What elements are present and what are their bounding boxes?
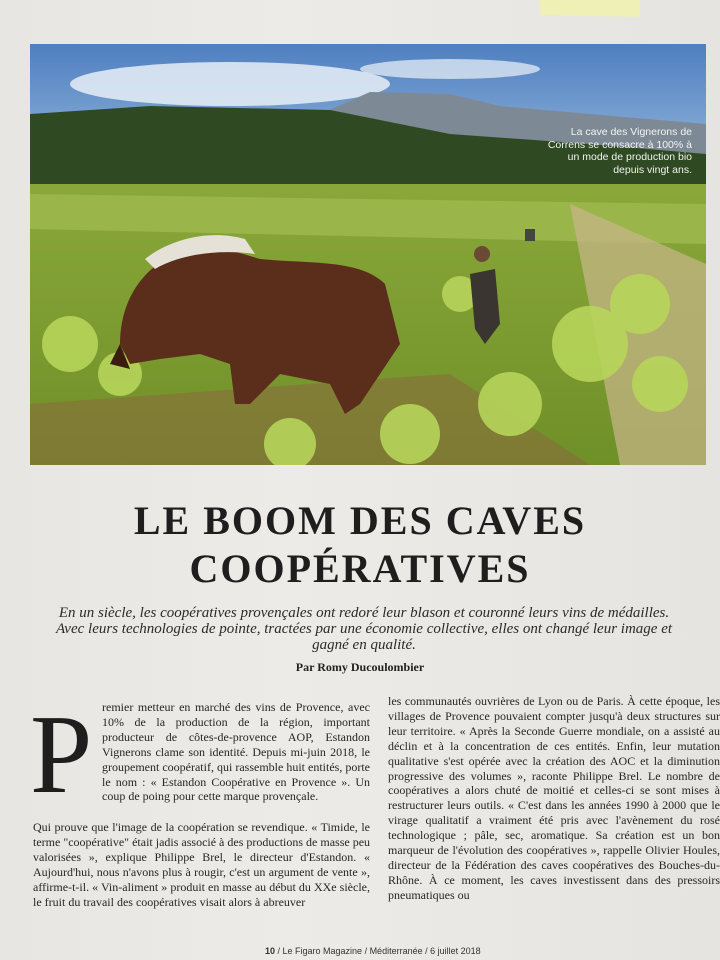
- article-column-2: les communautés ouvrières de Lyon ou de Paris. À cette époque, les villages de Provence pouvaient compter jusqu'à deux structures sur leur territoire. « Après la Seconde Guerre mondiale, on a assisté au déclin et à la concentration de ces entités. Enfin, leur mutation qualitative s'est opérée avec la création des AOC et la diminution progressive des volumes », raconte Philippe Brel. Le nombre de coopératives a alors chuté de moitié et celles-ci se sont mises à restructurer leurs outils. « C'est dans les années 1990 à 2000 que le virage qualitatif a vraiment été pris avec l'avènement du rosé technologique ; pâle, sec, aromatique. Sa création est un bon marqueur de l'évolution des coopératives », rappelle Olivier Houles, directeur de la Fédération des caves coopératives des Bouches-du-Rhône. À ce moment, les caves investissent dans des pressoirs pneumatiques ou: [388, 694, 720, 902]
- article-column-1-bottom: Qui prouve que l'image de la coopération se revendique. « Timide, le terme "coopérative" était jadis associé à des productions de masse peu valorisées », explique Philippe Brel, le directeur d'Estandon. « Aujourd'hui, nous n'avons plus à rougir, c'est un argument de vente », affirme-t-il. « Vin-aliment » produit en masse au début du XXe siècle, le fruit du travail des coopératives visait alors à abreuver: [33, 820, 371, 909]
- page-footer: [265, 946, 481, 956]
- byline: Par Romy Ducoulombier: [295, 660, 425, 674]
- article-column-1-top: remier metteur en marché des vins de Provence, avec 10% de la production de la région, important producteur de côtes-de-provence AOP, Estandon Vignerons clame son identité. Depuis mi-juin 2018, le groupement coopératif, qui rassemble huit entités, porte le nom : « Estandon Coopérative en Provence ». Un coup de poing pour cette marque provençale.: [102, 700, 370, 804]
- headline-line-2: COOPÉRATIVES: [189, 546, 531, 591]
- photo-caption: La cave des Vignerons de Correns se consacre à 100% à un mode de production bio depuis vingt ans.: [547, 126, 692, 176]
- headline-line-1: LE BOOM DES CAVES: [133, 498, 587, 543]
- vineyard-horse-illustration: [30, 44, 706, 465]
- standfirst: En un siècle, les coopératives provençales ont redoré leur blason et couronné leurs vins de médailles. Avec leurs technologies de pointe, tractées par une économie collective, elles ont changé leur image et gagné en qualité.: [55, 605, 673, 653]
- page-number: 10: [265, 946, 276, 956]
- drop-cap: P: [30, 693, 93, 817]
- sticky-note: [540, 0, 640, 17]
- vineyard-photo: [30, 44, 706, 465]
- footer-text: / Le Figaro Magazine / Méditerranée / 6 juillet 2018: [275, 946, 481, 956]
